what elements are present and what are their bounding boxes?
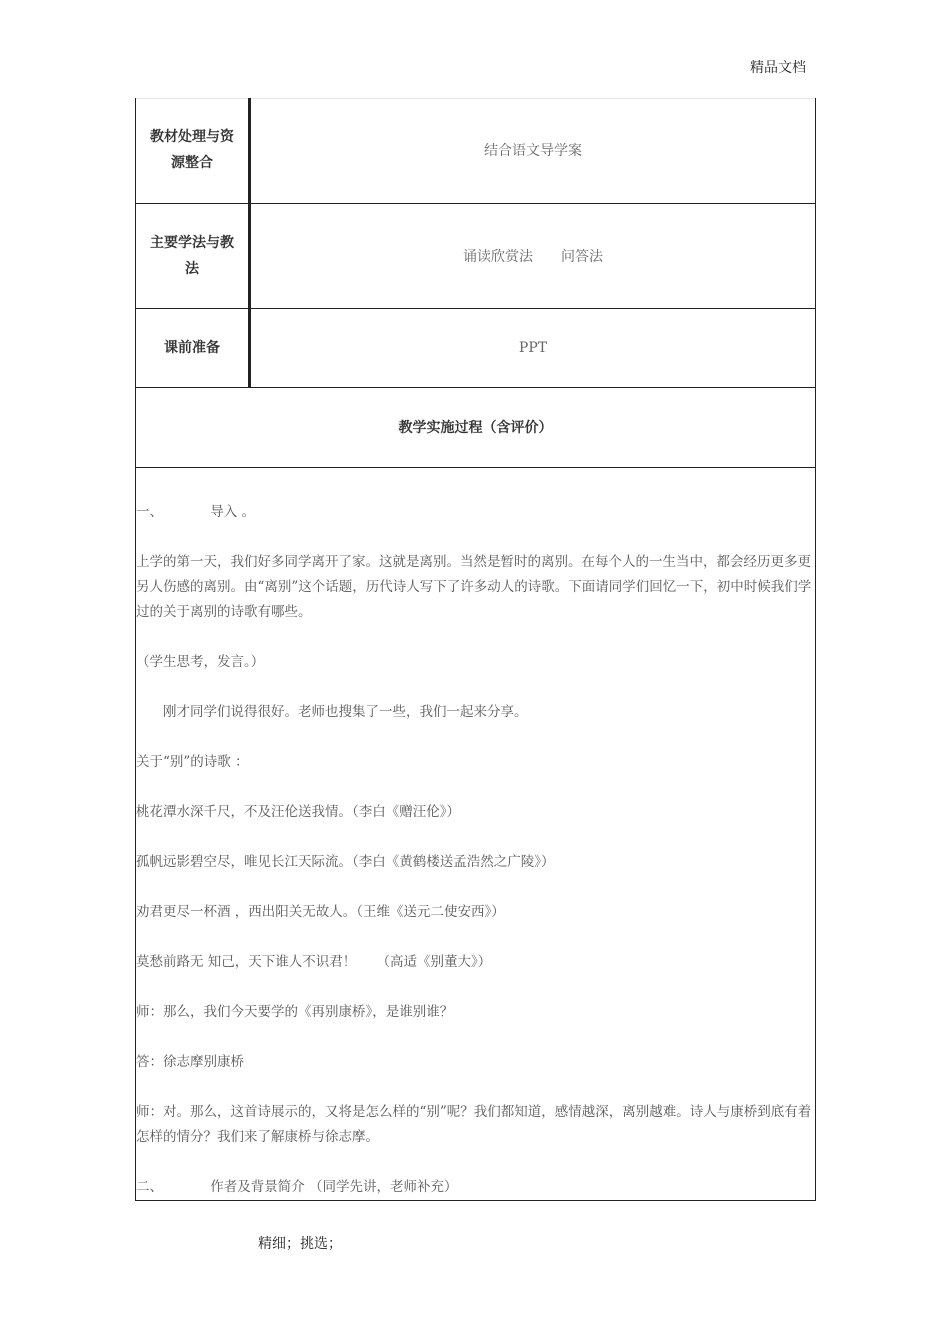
paragraph: 莫愁前路无 知己，天下谁人不识君！ （高适《别董大》） [136, 953, 492, 970]
info-row-label [136, 308, 250, 387]
info-row-label [136, 98, 250, 203]
paragraph: （学生思考，发言。） [136, 653, 265, 670]
info-row-label [136, 203, 250, 308]
paragraph: 孤帆远影碧空尽，唯见长江天际流。（李白《黄鹤楼送孟浩然之广陵》） [136, 853, 555, 870]
paragraph: 答：徐志摩别康桥 [136, 1053, 244, 1070]
paragraph: 桃花潭水深千尺，不及汪伦送我情。（李白《赠汪伦》） [136, 803, 460, 820]
header-label: 精品文档 [750, 60, 806, 76]
paragraph: 师：对。那么，这首诗展示的，又将是怎么样的“别”呢？我们都知道，感情越深，离别越难。诗人与康桥到底有着怎样的情分？我们来了解康桥与徐志摩。 [136, 1103, 812, 1145]
paragraph: 师：那么，我们今天要学的《再别康桥》，是谁别谁？ [136, 1003, 454, 1020]
lesson-plan-table [135, 98, 816, 1201]
process-body-row [136, 467, 816, 1200]
info-row [136, 308, 816, 387]
info-row [136, 98, 816, 203]
footer-label: 精细；挑选； [258, 1236, 342, 1252]
section-title: 教学实施过程（含评价） [136, 387, 816, 467]
paragraph: 二、 作者及背景简介 （同学先讲，老师补充） [136, 1178, 458, 1195]
paragraph: 劝君更尽一杯酒 ，西出阳关无故人。（王维《送元二使安西》） [136, 903, 505, 920]
info-row-value: PPT [250, 308, 816, 387]
paragraph: 上学的第一天，我们好多同学离开了家。这就是离别。当然是暂时的离别。在每个人的一生当中，都会经历更多更另人伤感的离别。由“离别”这个话题，历代诗人写下了许多动人的诗歌。下面请同学们回忆一下，初中时候我们学过的关于离别的诗歌有哪些。 [136, 553, 812, 620]
paragraph: 刚才同学们说得很好。老师也搜集了一些，我们一起来分享。 [136, 703, 528, 720]
section-title-row [136, 387, 816, 467]
info-row-value: 结合语文导学案 [250, 98, 816, 203]
process-body [136, 467, 816, 1200]
label-line: 教材处理与资 [150, 129, 234, 146]
label-line: 课前准备 [164, 339, 220, 356]
info-row [136, 203, 816, 308]
label-line: 主要学法与教 [150, 234, 234, 251]
paragraph: 关于“别”的诗歌 ： [136, 753, 249, 770]
label-line: 源整合 [171, 155, 213, 172]
label-line: 法 [185, 260, 199, 277]
info-row-value: 诵读欣赏法 问答法 [250, 203, 816, 308]
paragraph: 一、 导入 。 [136, 503, 256, 520]
